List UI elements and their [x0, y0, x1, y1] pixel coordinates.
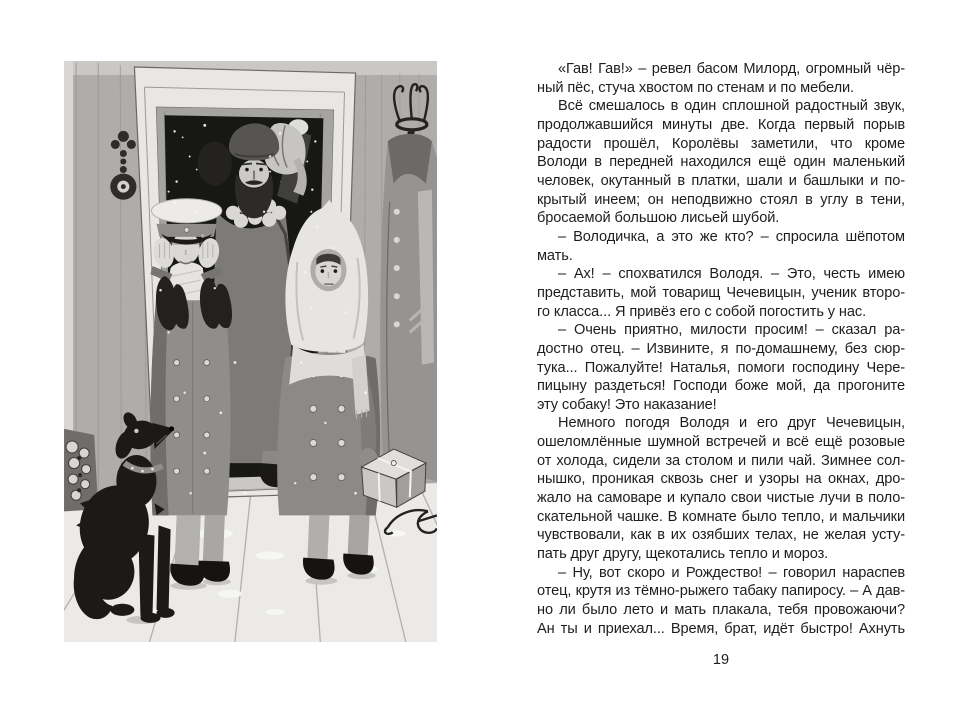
text-line: скательной чашке. В комнате было тепло, и мальчики [537, 508, 905, 525]
text-line: Немного погодя Володя и его друг Чечевицын, [558, 415, 905, 432]
text-line: от холода, сидели за столом и пили чай. Зимнее сол- [537, 452, 905, 469]
text-line: го класса... Я привёз его с собой погостить у нас. [537, 303, 867, 320]
text-line: жало на самоваре и купало свои чистые лучи в поло- [537, 490, 905, 507]
text-line: чувствовали, как в их озябших телах, не желая усту- [537, 527, 905, 544]
text-line: – Ах! – спохватился Володя. – Это, честь имею [558, 266, 905, 283]
paragraph [537, 564, 905, 639]
text-line: пицыну раздеться! Господи боже мой, да прогоните [537, 378, 905, 395]
text-line: – Очень приятно, милости просим! – сказал ра- [558, 322, 905, 339]
text-column [537, 60, 905, 638]
text-line: представить, мой товарищ Чечевицын, ученик второ- [537, 284, 905, 301]
text-line: отец, крутя из тёмно-рыжего табаку папиросу. – А дав- [537, 583, 905, 600]
text-line: радости прошёл, Королёвы заметили, что кроме [537, 135, 905, 152]
text-line: тука... Пожалуйте! Наталья, помоги господину Чере- [537, 359, 905, 376]
book-illustration [64, 61, 437, 642]
text-line: ный пёс, стуча хвостом по стенам и по мебели. [537, 79, 855, 96]
text-line: продолжавшийся минуты две. Когда первый порыв [537, 116, 905, 133]
text-line: Ан ты и приехал... Время, брат, идёт быстро! Ахнуть [537, 620, 905, 637]
fur-bundle-dark [198, 141, 232, 185]
paragraph [537, 265, 905, 321]
paragraph [537, 97, 905, 228]
hanging-coat [380, 134, 437, 481]
text-line: пать друг другу, щекотались тепло и мороз. [537, 546, 829, 563]
text-line: «Гав! Гав!» – ревел басом Милорд, огромный чёр- [558, 61, 905, 77]
text-line: но ли было лето и мать плакала, тебя провожаючи? [537, 602, 905, 619]
text-line: эту собаку! Это наказание! [537, 396, 717, 413]
text-line: нышко, проникая сквозь снег и узоры на окнах, дро- [537, 471, 905, 488]
text-line: Всё смешалось в один сплошной радостный звук, [558, 98, 905, 115]
text-line: бросаемой большою лисьей шубой. [537, 210, 780, 227]
text-line: Володи в передней находился ещё один маленький [537, 154, 905, 171]
text-line: – Володичка, а это же кто? – спросила шёпотом [558, 228, 905, 245]
paragraph [537, 60, 905, 97]
text-line: достно отец. – Извините, я по-домашнему, без сюр- [537, 340, 905, 357]
text-line: мать. [537, 247, 573, 264]
illustration-svg [64, 61, 437, 642]
paragraph [537, 321, 905, 414]
paragraph [537, 228, 905, 265]
text-line: – Ну, вот скоро и Рождество! – говорил нараспев [558, 564, 905, 581]
page-number: 19 [712, 652, 730, 668]
text-line: крытый инеем; он неподвижно стоял в углу в тени, [537, 191, 905, 208]
dog-eye [134, 429, 138, 433]
paragraph [537, 414, 905, 563]
text-line: человек, окутанный в платки, шали и башлыки и по- [537, 172, 905, 189]
text-line: ошеломлённые шумной встречей и всё ещё розовые [537, 434, 905, 451]
